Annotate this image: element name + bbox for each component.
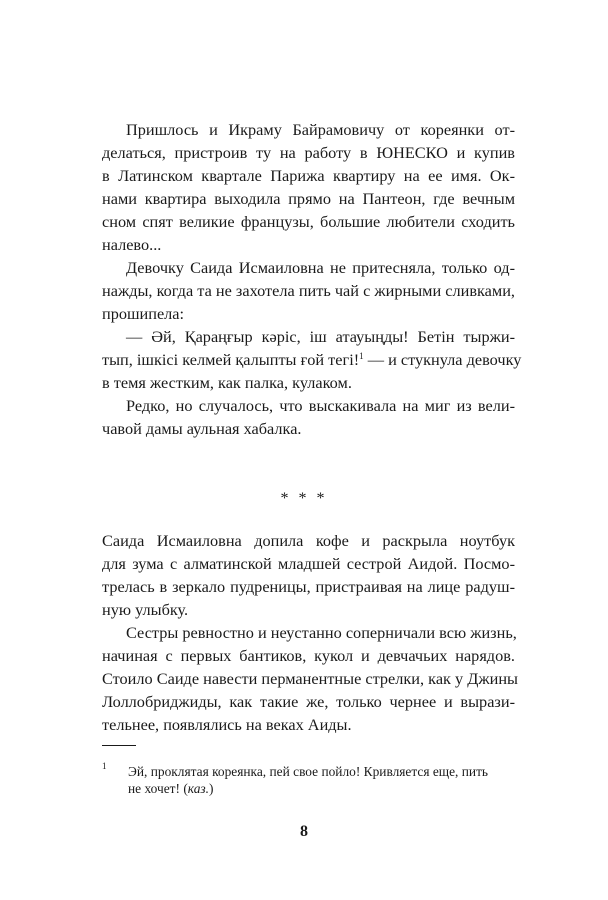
text-line: Пришлось и Икраму Байрамовичу от кореянки от- — [126, 120, 515, 139]
text-line: Лоллобриджиды, как такие же, только чернее и вырази- — [102, 692, 515, 711]
text-line: Стоило Саиде навести перманентные стрелки, как у Джины — [102, 669, 518, 688]
footnote-reference: 1 — [359, 351, 364, 361]
text-line: делаться, пристроив ту на работу в ЮНЕСКО и купив — [102, 143, 515, 162]
text-line: прошипела: — [102, 304, 185, 323]
text-line: в темя жестким, как палка, кулаком. — [102, 373, 352, 392]
text-line: налево... — [102, 235, 162, 254]
footnote-text-part: ) — [209, 781, 214, 796]
page-number: 8 — [300, 823, 308, 840]
text-line: в Латинском квартале Парижа квартиру на ее имя. Ок- — [102, 166, 515, 185]
footnote-language-note: каз. — [187, 781, 209, 796]
dialogue-line — [102, 348, 522, 371]
text-line: трелась в зеркало пудреницы, пристраивая на лице радуш- — [102, 577, 515, 596]
dialogue-text: — и стукнула девочку — [363, 350, 522, 369]
text-line: Девочку Саида Исмаиловна не притесняла, только од- — [126, 258, 515, 277]
section-separator: * * * — [280, 490, 328, 507]
text-line: начиная с первых бантиков, кукол и девчачьих нарядов. — [102, 646, 515, 665]
text-line: сном спят великие французы, большие любители сходить — [102, 212, 515, 231]
text-line: Сестры ревностно и неустанно соперничали всю жизнь, — [126, 623, 517, 642]
text-line: чавой дамы аульная хабалка. — [102, 419, 302, 438]
footnote-divider — [102, 745, 136, 746]
text-line: тельнее, появлялись на веках Аиды. — [102, 715, 352, 734]
footnote-text: Эй, проклятая кореянка, пей свое пойло! Кривляется еще, пить — [128, 764, 489, 779]
text-line: нами квартира выходила прямо на Пантеон, где вечным — [102, 189, 515, 208]
text-line: ную улыбку. — [102, 600, 189, 619]
dialogue-line: — Әй, Қараңғыр кәріс, іш атауыңды! Бетін тыржи- — [126, 327, 515, 346]
text-line: нажды, когда та не захотела пить чай с жирными сливками, — [102, 281, 515, 300]
footnote-mark: 1 — [102, 761, 107, 771]
text-line: Редко, но случалось, что выскакивала на миг из вели- — [126, 396, 515, 415]
text-line: Саида Исмаиловна допила кофе и раскрыла ноутбук — [102, 531, 515, 550]
dialogue-text: тып, ішкісі келмей қалыпты ғой тегі! — [102, 350, 360, 369]
text-line: для зума с алматинской младшей сестрой Аидой. Посмо- — [102, 554, 515, 573]
footnote-text-part: не хочет! ( — [128, 781, 188, 796]
footnote-text — [128, 780, 515, 797]
